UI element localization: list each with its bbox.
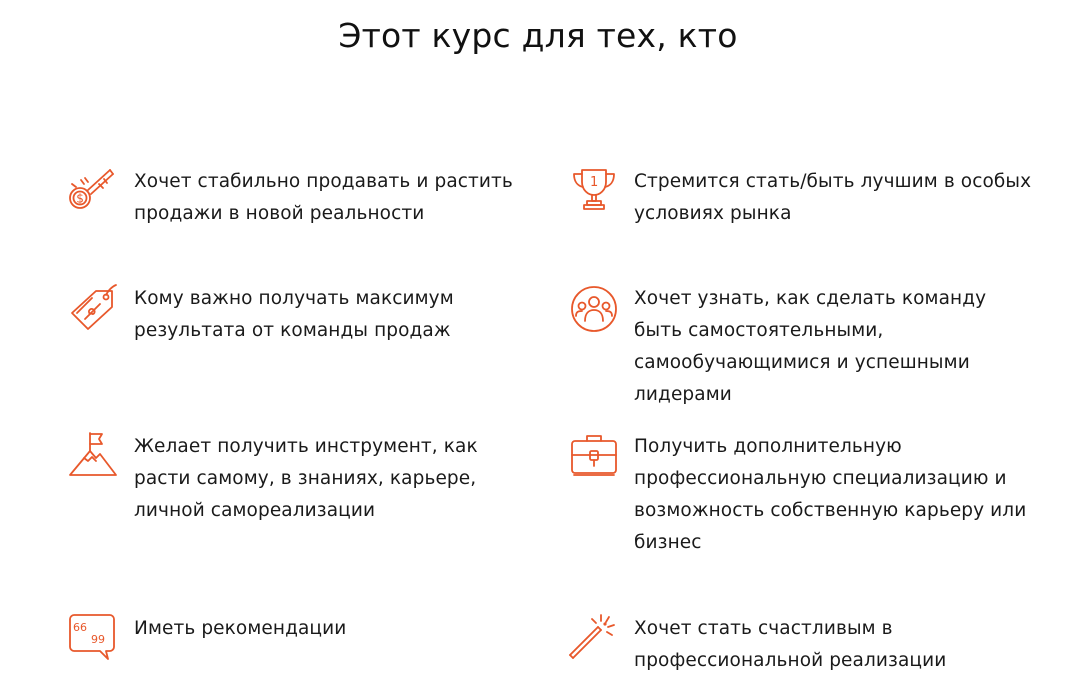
- page-title: Этот курс для тех, кто: [338, 16, 738, 55]
- svg-text:99: 99: [91, 633, 105, 646]
- svg-text:1: 1: [590, 175, 599, 190]
- magic-wand-icon: [568, 613, 620, 665]
- audience-item-text: Кому важно получать максимум результата от команды продаж: [134, 288, 454, 341]
- audience-item-text: Хочет узнать, как сделать команду быть самостоятельными, самообучающимися и успешными лидерами: [634, 288, 987, 405]
- mountain-flag-icon: [68, 431, 120, 483]
- briefcase-icon: [568, 431, 620, 483]
- price-tag-icon: [68, 283, 120, 335]
- team-icon: [568, 283, 620, 335]
- audience-item-text: Получить дополнительную профессиональную специализацию и возможность собственную карьеру или бизнес: [634, 436, 1027, 553]
- audience-item-text: Стремится стать/быть лучшим в особых условиях рынка: [634, 171, 1032, 224]
- trophy-icon: [568, 166, 620, 218]
- svg-text:66: 66: [73, 621, 87, 634]
- key-dollar-icon: [68, 166, 120, 218]
- audience-item-text: Желает получить инструмент, как расти самому, в знаниях, карьере, личной самореализации: [134, 436, 478, 521]
- svg-text:$: $: [76, 191, 84, 206]
- audience-item-text: Хочет стабильно продавать и растить продажи в новой реальности: [134, 171, 513, 224]
- audience-item-text: Хочет стать счастливым в профессиональной реализации: [634, 618, 947, 671]
- audience-item-text: Иметь рекомендации: [134, 618, 347, 639]
- quote-bubble-icon: [68, 613, 120, 665]
